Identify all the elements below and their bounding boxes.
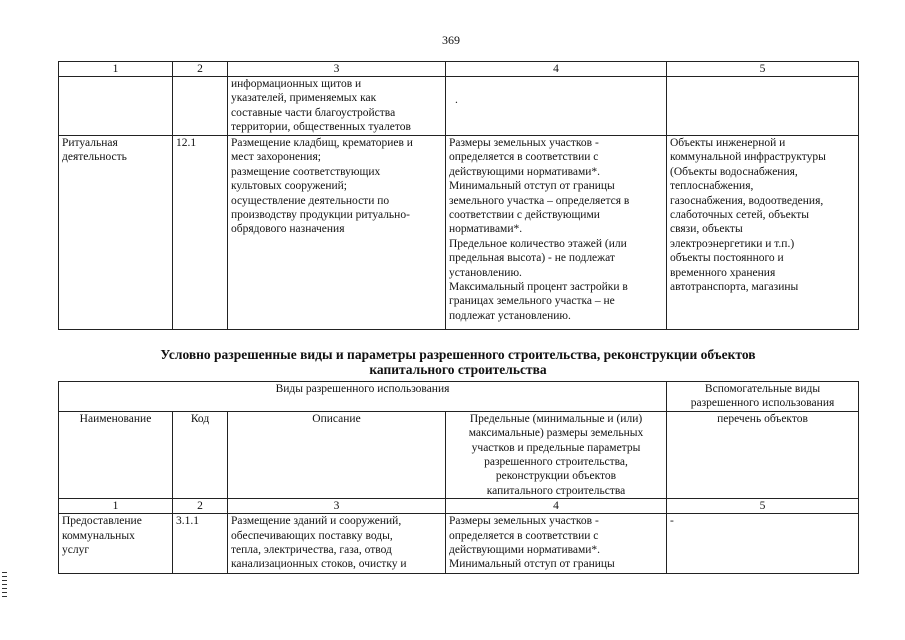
col-number-2: 2 — [173, 499, 228, 514]
cell-empty — [667, 77, 859, 136]
group-header-auxiliary: Вспомогательные виды разрешенного использования — [667, 382, 859, 412]
header-code: Код — [173, 411, 228, 498]
dot-mark: . — [455, 94, 458, 106]
col-number-3: 3 — [228, 499, 446, 514]
page-number: 369 — [442, 33, 460, 47]
cell-auxiliary: - — [667, 514, 859, 574]
table-row-continued — [59, 77, 859, 136]
header-auxiliary: перечень объектов — [667, 411, 859, 498]
cell-parameters-continued — [446, 77, 667, 136]
col-number-1: 1 — [59, 499, 173, 514]
table-header-numbers — [59, 62, 859, 77]
cell-description: Размещение зданий и сооружений, обеспечивающих поставку воды, тепла, электричества, газа, отвод канализационных стоков, очистку и — [228, 514, 446, 574]
header-parameters: Предельные (минимальные и (или) максимальные) размеры земельных участков и предельные параметры разрешенного строительства, реконструкции объектов капитального строительства — [446, 411, 667, 498]
cell-name: Ритуальная деятельность — [59, 136, 173, 330]
cell-empty — [59, 77, 173, 136]
cell-parameters: Размеры земельных участков - определяется в соответствии с действующими нормативами*. Минимальный отступ от границы — [446, 514, 667, 574]
cell-parameters: Размеры земельных участков - определяется в соответствии с действующими нормативами*. Минимальный отступ от границы земельного участка – определяется в соответствии с действующими нормативами*. Предельное количество этажей (или предельная высота) - не подлежат установлению. Максимальный процент застройки в границах земельного участка – не подлежат установлению. — [446, 136, 667, 330]
table-row — [59, 514, 859, 574]
col-number-5: 5 — [667, 499, 859, 514]
table-group-header — [59, 382, 859, 412]
scan-edge-marks — [2, 572, 7, 597]
section-heading: Условно разрешенные виды и параметры разрешенного строительства, реконструкции объектов капитального строительства — [160, 347, 756, 377]
col-number-4: 4 — [446, 499, 667, 514]
group-header-permitted-uses: Виды разрешенного использования — [59, 382, 667, 412]
table-column-headers — [59, 411, 859, 498]
col-number-3: 3 — [228, 62, 446, 77]
table-row — [59, 136, 859, 330]
col-number-2: 2 — [173, 62, 228, 77]
table-permitted-uses-continued — [58, 61, 859, 330]
cell-name: Предоставление коммунальных услуг — [59, 514, 173, 574]
table-header-numbers — [59, 499, 859, 514]
cell-code: 12.1 — [173, 136, 228, 330]
col-number-1: 1 — [59, 62, 173, 77]
header-name: Наименование — [59, 411, 173, 498]
col-number-4: 4 — [446, 62, 667, 77]
cell-auxiliary: Объекты инженерной и коммунальной инфраструктуры (Объекты водоснабжения, теплоснабжения, газоснабжения, водоотведения, слаботочных сетей, объекты связи, объекты электроэнергетики и т.п.) объекты постоянного и временного хранения автотранспорта, магазины — [667, 136, 859, 330]
col-number-5: 5 — [667, 62, 859, 77]
table-conditionally-permitted-uses — [58, 381, 859, 574]
cell-description: Размещение кладбищ, крематориев и мест захоронения; размещение соответствующих культовых сооружений; осуществление деятельности по производству продукции ритуально- обрядового назначения — [228, 136, 446, 330]
cell-code: 3.1.1 — [173, 514, 228, 574]
cell-empty — [173, 77, 228, 136]
cell-description-continued: информационных щитов и указателей, применяемых как составные части благоустройства территории, общественных туалетов — [228, 77, 446, 136]
header-description: Описание — [228, 411, 446, 498]
